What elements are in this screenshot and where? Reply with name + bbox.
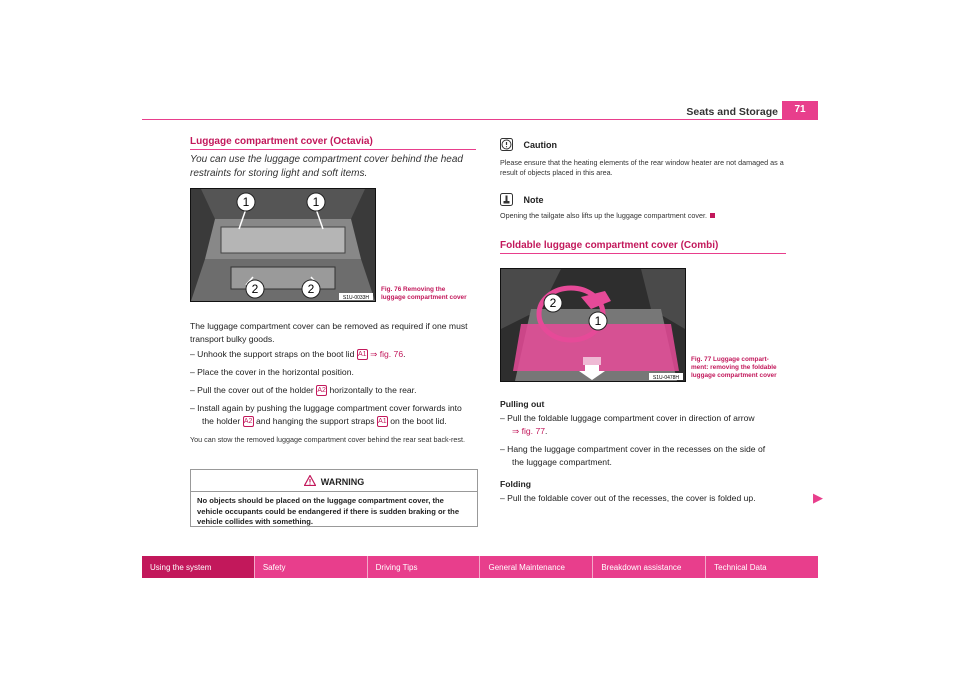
fig77-code: S1U-0478H bbox=[652, 375, 680, 381]
ref-a1-marker-2: A1 bbox=[378, 417, 387, 425]
fig76-label-1a: 1 bbox=[242, 195, 250, 209]
section-rule bbox=[190, 149, 476, 150]
caution-heading bbox=[500, 135, 557, 153]
folding-heading: Folding bbox=[500, 479, 532, 489]
section-rule-2 bbox=[500, 253, 786, 254]
step-pull-arrow: – Pull the foldable luggage compartment cover in direction of arrow ⇒ fig. 77. bbox=[500, 413, 755, 436]
warning-heading bbox=[191, 470, 477, 487]
ref-a2-marker: A2 bbox=[317, 387, 326, 394]
caution-text: Please ensure that the heating elements of the rear window heater are not damaged as a result of objects placed in this area. bbox=[500, 158, 784, 177]
step-pull-out: – Pull the cover out of the holder A2 horizontally to the rear. bbox=[190, 385, 417, 395]
running-header-title: Seats and Storage bbox=[686, 106, 778, 118]
tab-technical-data[interactable]: Technical Data bbox=[705, 556, 818, 578]
note-title: Note bbox=[523, 195, 544, 205]
step-hang-cover: – Hang the luggage compartment cover in the recesses on the side of the luggage compartment. bbox=[500, 444, 766, 467]
step-install: – Install again by pushing the luggage compartment cover forwards into the holder A2 and hanging the support straps A1 on the boot lid. bbox=[190, 403, 462, 426]
paragraph-remove-cover: The luggage compartment cover can be removed as required if one must transport bulky goods. bbox=[190, 321, 468, 344]
caution-title: Caution bbox=[523, 140, 557, 150]
warning-triangle-icon bbox=[304, 475, 316, 486]
fig77-link[interactable]: ⇒ fig. 77 bbox=[512, 425, 545, 436]
fig76-label-2a: 2 bbox=[251, 282, 259, 296]
pulling-out-heading: Pulling out bbox=[500, 399, 545, 409]
warning-text: No objects should be placed on the luggage compartment cover, the vehicle occupants could be endangered if there is sudden braking or the vehicle collides with something. bbox=[197, 496, 460, 526]
header-rule bbox=[142, 119, 818, 120]
fig77-label-2: 2 bbox=[549, 296, 557, 310]
fig77-label-1: 1 bbox=[594, 314, 602, 328]
tab-general-maintenance[interactable]: General Maintenance bbox=[479, 556, 592, 578]
note-icon bbox=[500, 193, 513, 206]
warning-box bbox=[190, 469, 478, 527]
continue-arrow-icon[interactable]: ▶ bbox=[813, 490, 823, 505]
tab-driving-tips[interactable]: Driving Tips bbox=[367, 556, 480, 578]
fig77-caption-line1: Fig. 77 Luggage compart- bbox=[691, 356, 769, 363]
fig76-code: S1U-0033H bbox=[342, 295, 370, 301]
ref-a2-marker-2: A2 bbox=[243, 417, 253, 425]
footer-nav bbox=[142, 556, 818, 578]
step-fold: – Pull the foldable cover out of the recesses, the cover is folded up. bbox=[500, 493, 756, 503]
fig76-link[interactable]: ⇒ fig. 76 bbox=[367, 349, 404, 359]
figure-77-image bbox=[500, 268, 686, 382]
section-intro: You can use the luggage compartment cover behind the head restraints for storing light and soft items. bbox=[190, 154, 463, 179]
tab-breakdown-assistance[interactable]: Breakdown assistance bbox=[592, 556, 705, 578]
page-number: 71 bbox=[782, 101, 818, 119]
fig76-caption-line1: Fig. 76 Removing the bbox=[381, 286, 446, 293]
section-title-combi: Foldable luggage compartment cover (Combi) bbox=[500, 240, 719, 251]
caution-icon bbox=[500, 138, 513, 151]
step-horizontal: – Place the cover in the horizontal position. bbox=[190, 367, 354, 377]
figure-76-image bbox=[190, 188, 376, 302]
note-text: Opening the tailgate also lifts up the luggage compartment cover. bbox=[500, 211, 790, 221]
fig76-caption-line2: luggage compartment cover bbox=[381, 294, 467, 301]
figure-76-caption bbox=[381, 286, 481, 302]
figure-77-caption bbox=[691, 356, 791, 380]
ref-a1-marker: A1 bbox=[357, 351, 367, 358]
warning-title: WARNING bbox=[320, 477, 365, 487]
step-unhook: – Unhook the support straps on the boot lid A1 ⇒ fig. 76. bbox=[190, 349, 406, 359]
tab-using-the-system[interactable]: Using the system bbox=[142, 556, 254, 578]
fig77-caption-line2: ment: removing the foldable bbox=[691, 364, 777, 371]
fig76-label-1b: 1 bbox=[312, 195, 320, 209]
section-title-octavia: Luggage compartment cover (Octavia) bbox=[190, 136, 373, 147]
fig76-label-2b: 2 bbox=[307, 282, 315, 296]
end-marker-icon bbox=[710, 213, 715, 218]
note-heading bbox=[500, 190, 543, 208]
tab-safety[interactable]: Safety bbox=[254, 556, 367, 578]
stow-note: You can stow the removed luggage compartment cover behind the rear seat back-rest. bbox=[190, 435, 466, 444]
fig77-caption-line3: luggage compartment cover bbox=[691, 372, 777, 379]
